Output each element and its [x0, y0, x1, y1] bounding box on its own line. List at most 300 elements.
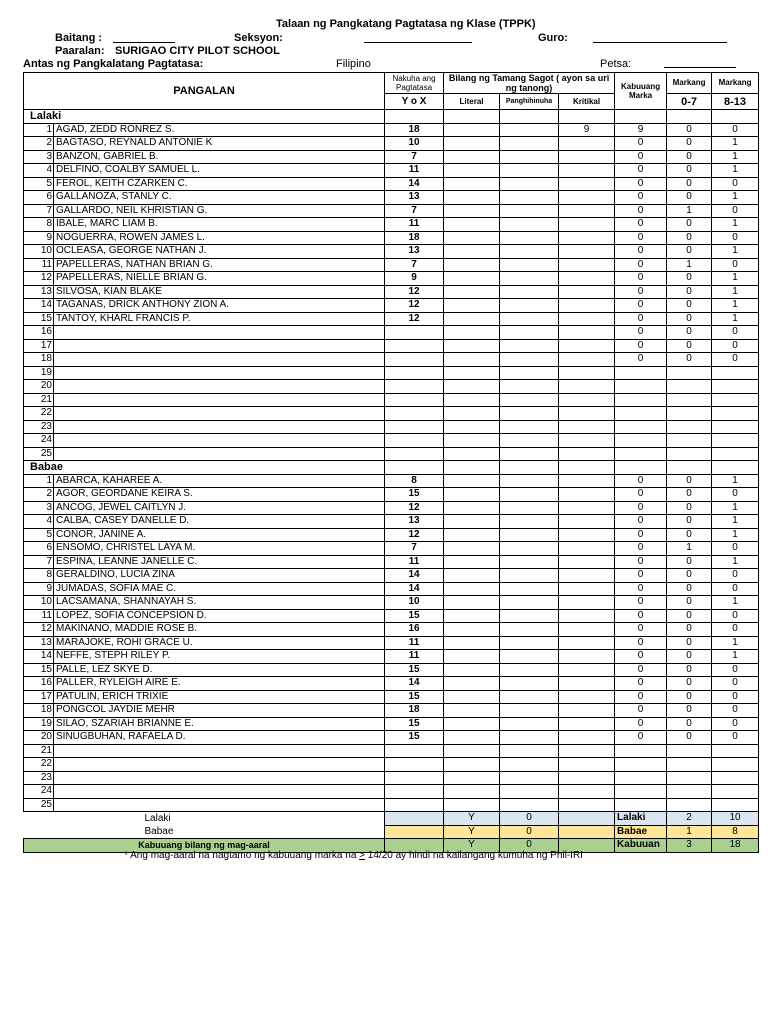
student-name[interactable]: LOPEZ, SOFIA CONCEPSION D. [54, 609, 385, 623]
literal-cell[interactable] [444, 690, 500, 704]
row-number[interactable]: 11 [24, 609, 54, 623]
score-cell[interactable]: 13 [385, 245, 444, 259]
kritikal-cell[interactable] [559, 474, 615, 488]
row-number[interactable]: 14 [24, 650, 54, 664]
kabuuang-marka-cell[interactable]: 0 [615, 339, 667, 353]
markang-8-13-cell[interactable] [712, 771, 759, 785]
literal-cell[interactable] [444, 137, 500, 151]
score-cell[interactable]: 12 [385, 312, 444, 326]
row-number[interactable]: 21 [24, 744, 54, 758]
student-name[interactable] [54, 380, 385, 394]
literal-cell[interactable] [444, 191, 500, 205]
panghihinuha-cell[interactable] [500, 771, 559, 785]
kabuuang-marka-cell[interactable] [615, 785, 667, 799]
row-number[interactable]: 1 [24, 123, 54, 137]
student-name[interactable]: PAPELLERAS, NATHAN BRIAN G. [54, 258, 385, 272]
markang-0-7-cell[interactable] [667, 744, 712, 758]
row-number[interactable]: 22 [24, 407, 54, 421]
score-cell[interactable]: 7 [385, 204, 444, 218]
student-name[interactable]: BAGTASO, REYNALD ANTONIE K [54, 137, 385, 151]
student-name[interactable]: ABARCA, KAHAREE A. [54, 474, 385, 488]
panghihinuha-cell[interactable] [500, 785, 559, 799]
markang-0-7-cell[interactable] [667, 447, 712, 461]
markang-8-13-cell[interactable]: 0 [712, 663, 759, 677]
literal-cell[interactable] [444, 528, 500, 542]
panghihinuha-cell[interactable] [500, 272, 559, 286]
markang-8-13-cell[interactable]: 0 [712, 690, 759, 704]
row-number[interactable]: 23 [24, 771, 54, 785]
markang-8-13-cell[interactable]: 0 [712, 623, 759, 637]
markang-8-13-cell[interactable] [712, 447, 759, 461]
markang-0-7-cell[interactable]: 0 [667, 663, 712, 677]
panghihinuha-cell[interactable] [500, 164, 559, 178]
literal-cell[interactable] [444, 798, 500, 812]
kritikal-cell[interactable] [559, 407, 615, 421]
student-name[interactable]: ENSOMO, CHRISTEL LAYA M. [54, 542, 385, 556]
row-number[interactable]: 8 [24, 218, 54, 232]
kritikal-cell[interactable] [559, 528, 615, 542]
panghihinuha-cell[interactable] [500, 636, 559, 650]
markang-8-13-cell[interactable]: 1 [712, 164, 759, 178]
markang-0-7-cell[interactable] [667, 785, 712, 799]
markang-0-7-cell[interactable]: 0 [667, 528, 712, 542]
literal-cell[interactable] [444, 326, 500, 340]
kabuuang-marka-cell[interactable]: 9 [615, 123, 667, 137]
score-cell[interactable]: 8 [385, 474, 444, 488]
kabuuang-marka-cell[interactable]: 0 [615, 218, 667, 232]
score-cell[interactable] [385, 420, 444, 434]
panghihinuha-cell[interactable] [500, 434, 559, 448]
literal-cell[interactable] [444, 474, 500, 488]
literal-cell[interactable] [444, 501, 500, 515]
student-name[interactable]: SILAO, SZARIAH BRIANNE E. [54, 717, 385, 731]
markang-8-13-cell[interactable]: 0 [712, 339, 759, 353]
student-name[interactable] [54, 366, 385, 380]
score-cell[interactable]: 12 [385, 285, 444, 299]
kabuuang-marka-cell[interactable] [615, 744, 667, 758]
kritikal-cell[interactable] [559, 650, 615, 664]
kabuuang-marka-cell[interactable]: 0 [615, 596, 667, 610]
row-number[interactable]: 12 [24, 623, 54, 637]
row-number[interactable]: 7 [24, 555, 54, 569]
panghihinuha-cell[interactable] [500, 299, 559, 313]
row-number[interactable]: 25 [24, 447, 54, 461]
kabuuang-marka-cell[interactable]: 0 [615, 650, 667, 664]
kritikal-cell[interactable] [559, 393, 615, 407]
markang-0-7-cell[interactable]: 0 [667, 704, 712, 718]
kabuuang-marka-cell[interactable]: 0 [615, 164, 667, 178]
row-number[interactable]: 5 [24, 177, 54, 191]
kabuuang-marka-cell[interactable]: 0 [615, 704, 667, 718]
score-cell[interactable] [385, 758, 444, 772]
student-name[interactable]: NOGUERRA, ROWEN JAMES L. [54, 231, 385, 245]
markang-0-7-cell[interactable]: 0 [667, 137, 712, 151]
kabuuang-marka-cell[interactable]: 0 [615, 636, 667, 650]
student-name[interactable]: JUMADAS, SOFIA MAE C. [54, 582, 385, 596]
kabuuang-marka-cell[interactable]: 0 [615, 488, 667, 502]
panghihinuha-cell[interactable] [500, 218, 559, 232]
literal-cell[interactable] [444, 636, 500, 650]
markang-8-13-cell[interactable]: 1 [712, 218, 759, 232]
kritikal-cell[interactable] [559, 299, 615, 313]
score-cell[interactable]: 13 [385, 191, 444, 205]
kabuuang-marka-cell[interactable]: 0 [615, 177, 667, 191]
student-name[interactable] [54, 393, 385, 407]
baitang-field[interactable] [113, 33, 175, 43]
score-cell[interactable]: 18 [385, 123, 444, 137]
markang-0-7-cell[interactable]: 0 [667, 312, 712, 326]
score-cell[interactable]: 12 [385, 528, 444, 542]
student-name[interactable]: GALLARDO, NEIL KHRISTIAN G. [54, 204, 385, 218]
literal-cell[interactable] [444, 231, 500, 245]
markang-8-13-cell[interactable]: 1 [712, 501, 759, 515]
student-name[interactable] [54, 420, 385, 434]
kritikal-cell[interactable] [559, 447, 615, 461]
student-name[interactable]: ESPINA, LEANNE JANELLE C. [54, 555, 385, 569]
row-number[interactable]: 8 [24, 569, 54, 583]
row-number[interactable]: 2 [24, 488, 54, 502]
panghihinuha-cell[interactable] [500, 231, 559, 245]
kritikal-cell[interactable] [559, 380, 615, 394]
petsa-field[interactable] [664, 58, 736, 68]
kritikal-cell[interactable] [559, 542, 615, 556]
kritikal-cell[interactable] [559, 636, 615, 650]
markang-0-7-cell[interactable]: 0 [667, 218, 712, 232]
score-cell[interactable] [385, 393, 444, 407]
markang-0-7-cell[interactable] [667, 758, 712, 772]
literal-cell[interactable] [444, 623, 500, 637]
panghihinuha-cell[interactable] [500, 717, 559, 731]
row-number[interactable]: 21 [24, 393, 54, 407]
student-name[interactable]: TANTOY, KHARL FRANCIS P. [54, 312, 385, 326]
kritikal-cell[interactable] [559, 137, 615, 151]
kabuuang-marka-cell[interactable]: 0 [615, 312, 667, 326]
score-cell[interactable]: 9 [385, 272, 444, 286]
literal-cell[interactable] [444, 434, 500, 448]
kritikal-cell[interactable]: 9 [559, 123, 615, 137]
score-cell[interactable] [385, 447, 444, 461]
student-name[interactable] [54, 353, 385, 367]
student-name[interactable]: OCLEASA, GEORGE NATHAN J. [54, 245, 385, 259]
score-cell[interactable] [385, 407, 444, 421]
markang-8-13-cell[interactable]: 1 [712, 515, 759, 529]
row-number[interactable]: 17 [24, 690, 54, 704]
student-name[interactable] [54, 339, 385, 353]
markang-0-7-cell[interactable]: 0 [667, 609, 712, 623]
literal-cell[interactable] [444, 150, 500, 164]
student-name[interactable] [54, 434, 385, 448]
score-cell[interactable]: 14 [385, 569, 444, 583]
panghihinuha-cell[interactable] [500, 123, 559, 137]
kritikal-cell[interactable] [559, 582, 615, 596]
student-name[interactable]: AGAD, ZEDD RONREZ S. [54, 123, 385, 137]
markang-8-13-cell[interactable]: 0 [712, 488, 759, 502]
guro-field[interactable] [593, 33, 727, 43]
panghihinuha-cell[interactable] [500, 407, 559, 421]
score-cell[interactable] [385, 339, 444, 353]
kritikal-cell[interactable] [559, 596, 615, 610]
score-cell[interactable]: 7 [385, 542, 444, 556]
markang-0-7-cell[interactable]: 0 [667, 650, 712, 664]
kritikal-cell[interactable] [559, 258, 615, 272]
student-name[interactable]: LACSAMANA, SHANNAYAH S. [54, 596, 385, 610]
score-cell[interactable]: 11 [385, 164, 444, 178]
panghihinuha-cell[interactable] [500, 623, 559, 637]
kabuuang-marka-cell[interactable]: 0 [615, 582, 667, 596]
panghihinuha-cell[interactable] [500, 650, 559, 664]
markang-8-13-cell[interactable]: 1 [712, 245, 759, 259]
row-number[interactable]: 6 [24, 191, 54, 205]
panghihinuha-cell[interactable] [500, 798, 559, 812]
panghihinuha-cell[interactable] [500, 366, 559, 380]
panghihinuha-cell[interactable] [500, 515, 559, 529]
row-number[interactable]: 3 [24, 150, 54, 164]
kabuuang-marka-cell[interactable]: 0 [615, 677, 667, 691]
literal-cell[interactable] [444, 744, 500, 758]
panghihinuha-cell[interactable] [500, 191, 559, 205]
panghihinuha-cell[interactable] [500, 501, 559, 515]
kabuuang-marka-cell[interactable]: 0 [615, 272, 667, 286]
markang-0-7-cell[interactable]: 1 [667, 204, 712, 218]
kritikal-cell[interactable] [559, 758, 615, 772]
markang-8-13-cell[interactable]: 0 [712, 704, 759, 718]
kritikal-cell[interactable] [559, 569, 615, 583]
markang-0-7-cell[interactable]: 0 [667, 474, 712, 488]
kabuuang-marka-cell[interactable]: 0 [615, 150, 667, 164]
kabuuang-marka-cell[interactable]: 0 [615, 474, 667, 488]
markang-8-13-cell[interactable] [712, 380, 759, 394]
score-cell[interactable]: 11 [385, 636, 444, 650]
literal-cell[interactable] [444, 717, 500, 731]
markang-8-13-cell[interactable]: 1 [712, 285, 759, 299]
kabuuang-marka-cell[interactable]: 0 [615, 542, 667, 556]
markang-0-7-cell[interactable]: 0 [667, 636, 712, 650]
panghihinuha-cell[interactable] [500, 393, 559, 407]
kritikal-cell[interactable] [559, 339, 615, 353]
kritikal-cell[interactable] [559, 177, 615, 191]
literal-cell[interactable] [444, 164, 500, 178]
markang-8-13-cell[interactable] [712, 393, 759, 407]
student-name[interactable] [54, 744, 385, 758]
kritikal-cell[interactable] [559, 218, 615, 232]
literal-cell[interactable] [444, 312, 500, 326]
markang-0-7-cell[interactable]: 0 [667, 582, 712, 596]
kabuuang-marka-cell[interactable]: 0 [615, 528, 667, 542]
markang-0-7-cell[interactable]: 0 [667, 299, 712, 313]
student-name[interactable] [54, 447, 385, 461]
row-number[interactable]: 16 [24, 326, 54, 340]
literal-cell[interactable] [444, 569, 500, 583]
student-name[interactable] [54, 771, 385, 785]
score-cell[interactable]: 15 [385, 488, 444, 502]
kritikal-cell[interactable] [559, 285, 615, 299]
markang-8-13-cell[interactable] [712, 434, 759, 448]
literal-cell[interactable] [444, 393, 500, 407]
literal-cell[interactable] [444, 542, 500, 556]
literal-cell[interactable] [444, 731, 500, 745]
markang-0-7-cell[interactable]: 1 [667, 542, 712, 556]
markang-0-7-cell[interactable] [667, 420, 712, 434]
kabuuang-marka-cell[interactable]: 0 [615, 731, 667, 745]
row-number[interactable]: 9 [24, 231, 54, 245]
score-cell[interactable]: 16 [385, 623, 444, 637]
markang-0-7-cell[interactable]: 1 [667, 258, 712, 272]
markang-0-7-cell[interactable]: 0 [667, 150, 712, 164]
panghihinuha-cell[interactable] [500, 555, 559, 569]
markang-0-7-cell[interactable]: 0 [667, 339, 712, 353]
student-name[interactable]: ANCOG, JEWEL CAITLYN J. [54, 501, 385, 515]
markang-8-13-cell[interactable]: 0 [712, 326, 759, 340]
score-cell[interactable]: 11 [385, 555, 444, 569]
score-cell[interactable] [385, 353, 444, 367]
student-name[interactable]: CONOR, JANINE A. [54, 528, 385, 542]
kabuuang-marka-cell[interactable]: 0 [615, 690, 667, 704]
panghihinuha-cell[interactable] [500, 285, 559, 299]
kabuuang-marka-cell[interactable] [615, 447, 667, 461]
markang-8-13-cell[interactable]: 1 [712, 272, 759, 286]
markang-8-13-cell[interactable]: 0 [712, 353, 759, 367]
score-cell[interactable]: 7 [385, 258, 444, 272]
student-name[interactable]: PATULIN, ERICH TRIXIE [54, 690, 385, 704]
kabuuang-marka-cell[interactable]: 0 [615, 299, 667, 313]
markang-0-7-cell[interactable] [667, 771, 712, 785]
kritikal-cell[interactable] [559, 191, 615, 205]
row-number[interactable]: 12 [24, 272, 54, 286]
panghihinuha-cell[interactable] [500, 474, 559, 488]
kabuuang-marka-cell[interactable] [615, 366, 667, 380]
markang-8-13-cell[interactable]: 0 [712, 582, 759, 596]
student-name[interactable] [54, 326, 385, 340]
kabuuang-marka-cell[interactable] [615, 771, 667, 785]
literal-cell[interactable] [444, 204, 500, 218]
panghihinuha-cell[interactable] [500, 758, 559, 772]
score-cell[interactable]: 12 [385, 501, 444, 515]
kritikal-cell[interactable] [559, 744, 615, 758]
row-number[interactable]: 6 [24, 542, 54, 556]
panghihinuha-cell[interactable] [500, 447, 559, 461]
literal-cell[interactable] [444, 285, 500, 299]
row-number[interactable]: 10 [24, 596, 54, 610]
markang-0-7-cell[interactable]: 0 [667, 501, 712, 515]
row-number[interactable]: 9 [24, 582, 54, 596]
student-name[interactable]: MAKINANO, MADDIE ROSE B. [54, 623, 385, 637]
row-number[interactable]: 18 [24, 353, 54, 367]
panghihinuha-cell[interactable] [500, 353, 559, 367]
markang-8-13-cell[interactable]: 0 [712, 542, 759, 556]
panghihinuha-cell[interactable] [500, 542, 559, 556]
score-cell[interactable] [385, 380, 444, 394]
panghihinuha-cell[interactable] [500, 137, 559, 151]
kritikal-cell[interactable] [559, 272, 615, 286]
panghihinuha-cell[interactable] [500, 744, 559, 758]
score-cell[interactable] [385, 798, 444, 812]
markang-8-13-cell[interactable] [712, 785, 759, 799]
panghihinuha-cell[interactable] [500, 312, 559, 326]
kritikal-cell[interactable] [559, 353, 615, 367]
kritikal-cell[interactable] [559, 231, 615, 245]
kabuuang-marka-cell[interactable] [615, 380, 667, 394]
kritikal-cell[interactable] [559, 785, 615, 799]
kritikal-cell[interactable] [559, 501, 615, 515]
score-cell[interactable]: 15 [385, 609, 444, 623]
panghihinuha-cell[interactable] [500, 380, 559, 394]
markang-0-7-cell[interactable]: 0 [667, 177, 712, 191]
markang-0-7-cell[interactable]: 0 [667, 731, 712, 745]
score-cell[interactable]: 15 [385, 690, 444, 704]
score-cell[interactable]: 13 [385, 515, 444, 529]
markang-0-7-cell[interactable]: 0 [667, 231, 712, 245]
markang-8-13-cell[interactable]: 0 [712, 204, 759, 218]
row-number[interactable]: 18 [24, 704, 54, 718]
kritikal-cell[interactable] [559, 623, 615, 637]
kritikal-cell[interactable] [559, 488, 615, 502]
literal-cell[interactable] [444, 447, 500, 461]
student-name[interactable] [54, 758, 385, 772]
row-number[interactable]: 24 [24, 434, 54, 448]
markang-0-7-cell[interactable]: 0 [667, 596, 712, 610]
kritikal-cell[interactable] [559, 366, 615, 380]
row-number[interactable]: 16 [24, 677, 54, 691]
kabuuang-marka-cell[interactable] [615, 393, 667, 407]
panghihinuha-cell[interactable] [500, 609, 559, 623]
score-cell[interactable] [385, 771, 444, 785]
row-number[interactable]: 2 [24, 137, 54, 151]
student-name[interactable] [54, 798, 385, 812]
markang-8-13-cell[interactable]: 0 [712, 258, 759, 272]
kritikal-cell[interactable] [559, 690, 615, 704]
kabuuang-marka-cell[interactable]: 0 [615, 609, 667, 623]
markang-0-7-cell[interactable]: 0 [667, 488, 712, 502]
markang-8-13-cell[interactable]: 1 [712, 312, 759, 326]
markang-8-13-cell[interactable]: 1 [712, 528, 759, 542]
literal-cell[interactable] [444, 245, 500, 259]
student-name[interactable]: PALLE, LEZ SKYE D. [54, 663, 385, 677]
literal-cell[interactable] [444, 515, 500, 529]
student-name[interactable]: PALLER, RYLEIGH AIRE E. [54, 677, 385, 691]
kritikal-cell[interactable] [559, 798, 615, 812]
kabuuang-marka-cell[interactable]: 0 [615, 353, 667, 367]
row-number[interactable]: 19 [24, 717, 54, 731]
markang-8-13-cell[interactable]: 1 [712, 555, 759, 569]
student-name[interactable]: AGOR, GEORDANE KEIRA S. [54, 488, 385, 502]
row-number[interactable]: 1 [24, 474, 54, 488]
markang-0-7-cell[interactable]: 0 [667, 690, 712, 704]
markang-8-13-cell[interactable] [712, 758, 759, 772]
score-cell[interactable]: 15 [385, 717, 444, 731]
panghihinuha-cell[interactable] [500, 177, 559, 191]
literal-cell[interactable] [444, 258, 500, 272]
markang-0-7-cell[interactable] [667, 393, 712, 407]
score-cell[interactable]: 11 [385, 218, 444, 232]
markang-8-13-cell[interactable]: 1 [712, 150, 759, 164]
markang-8-13-cell[interactable]: 0 [712, 231, 759, 245]
markang-8-13-cell[interactable]: 0 [712, 569, 759, 583]
markang-0-7-cell[interactable]: 0 [667, 326, 712, 340]
kritikal-cell[interactable] [559, 164, 615, 178]
student-name[interactable]: GALLANOZA, STANLY C. [54, 191, 385, 205]
kabuuang-marka-cell[interactable]: 0 [615, 204, 667, 218]
literal-cell[interactable] [444, 366, 500, 380]
kritikal-cell[interactable] [559, 663, 615, 677]
literal-cell[interactable] [444, 650, 500, 664]
markang-8-13-cell[interactable]: 1 [712, 137, 759, 151]
kabuuang-marka-cell[interactable]: 0 [615, 569, 667, 583]
row-number[interactable]: 7 [24, 204, 54, 218]
markang-0-7-cell[interactable] [667, 407, 712, 421]
row-number[interactable]: 19 [24, 366, 54, 380]
student-name[interactable]: TAGANAS, DRICK ANTHONY ZION A. [54, 299, 385, 313]
score-cell[interactable]: 18 [385, 704, 444, 718]
